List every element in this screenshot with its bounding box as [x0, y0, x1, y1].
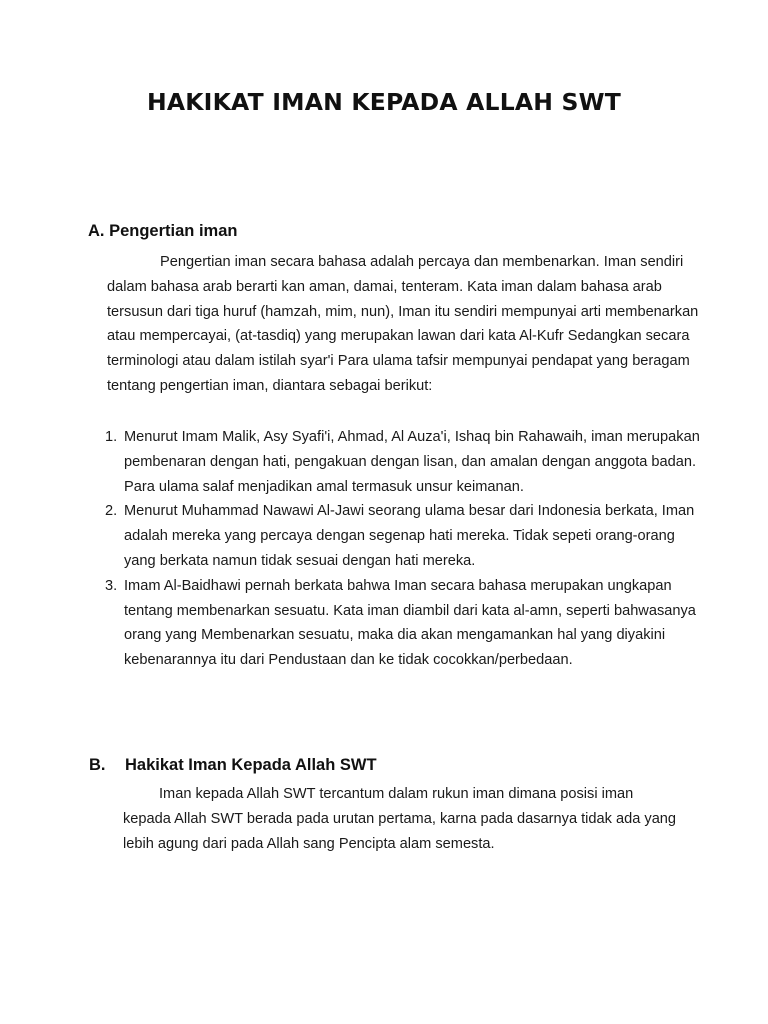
section-b-heading [89, 756, 377, 775]
list-item-text: Menurut Imam Malik, Asy Syafi'i, Ahmad, Al Auza'i, Ishaq bin Rahawaih, iman merupakan pembenaran dengan hati, pengakuan dengan lisan, dan amalan dengan anggota badan. Para ulama salaf menjadikan amal termasuk unsur keimanan. [124, 429, 700, 495]
list-item [105, 574, 705, 673]
section-a-heading: A. Pengertian iman [88, 222, 238, 240]
list-item-text: Imam Al-Baidhawi pernah berkata bahwa Iman secara bahasa merupakan ungkapan tentang membenarkan sesuatu. Kata iman diambil dari kata al-amn, seperti bahwasanya orang yang Membenarkan sesuatu, maka dia akan mengamankan hal yang diyakini kebenarannya itu dari Pendustaan dan ke tidak cocokkan/perbedaan. [124, 577, 696, 669]
list-item-number: 1. [105, 429, 118, 445]
document-title: HAKIKAT IMAN KEPADA ALLAH SWT [147, 88, 621, 116]
section-b-letter: B. [89, 756, 106, 774]
section-a-list [105, 425, 705, 673]
list-item [105, 425, 705, 499]
list-item [105, 499, 705, 573]
list-item-number: 3. [105, 577, 118, 594]
section-b-paragraph: Iman kepada Allah SWT tercantum dalam rukun iman dimana posisi iman kepada Allah SWT berada pada urutan pertama, karna pada dasarnya tidak ada yang lebih agung dari pada Allah sang Pencipta alam semesta. [123, 786, 677, 852]
section-b-heading-text: Hakikat Iman Kepada Allah SWT [125, 756, 377, 774]
list-item-number: 2. [105, 503, 118, 520]
section-a-paragraph: Pengertian iman secara bahasa adalah percaya dan membenarkan. Iman sendiri dalam bahasa arab berarti kan aman, damai, tenteram. Kata iman dalam bahasa arab tersusun dari tiga huruf (hamzah, mim, nun), Iman itu sendiri mempunyai arti membenarkan atau mempercayai, (at-tasdiq) yang merupakan lawan dari kata Al-Kufr Sedangkan secara terminologi atau dalam istilah syar'i Para ulama tafsir mempunyai pendapat yang beragam tentang pengertian iman, diantara sebagai berikut: [107, 254, 699, 394]
list-item-text: Menurut Muhammad Nawawi Al-Jawi seorang ulama besar dari Indonesia berkata, Iman adalah mereka yang percaya dengan segenap hati mereka. Tidak sepeti orang-orang yang berkata namun tidak sesuai dengan hati mereka. [124, 503, 695, 569]
